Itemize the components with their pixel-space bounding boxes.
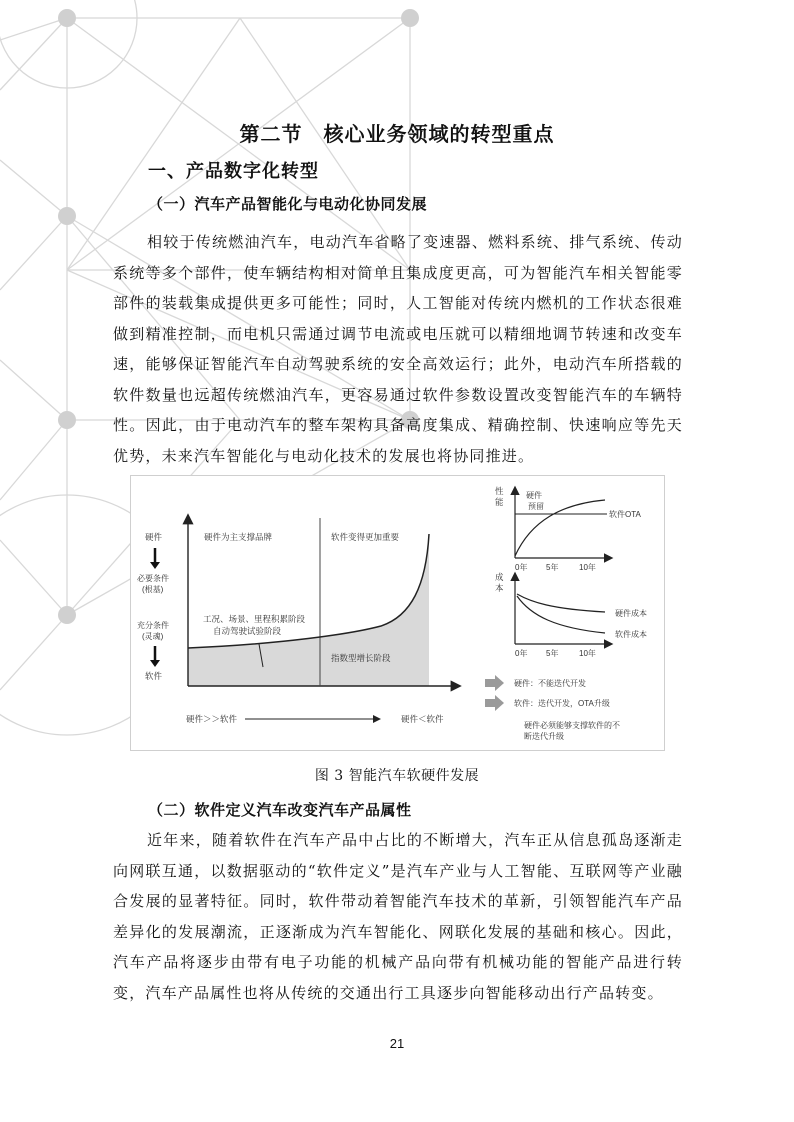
perf-y-label-1: 性 bbox=[495, 486, 504, 496]
perf-tick-0: 0年 bbox=[515, 563, 528, 572]
section-title: 第二节 核心业务领域的转型重点 bbox=[239, 122, 555, 146]
cost-y-label-1: 成 bbox=[495, 572, 504, 582]
shaded-area bbox=[188, 534, 429, 686]
subsubsection-title-1: （一）汽车产品智能化与电动化协同发展 bbox=[148, 195, 428, 213]
paragraph-2-text: 近年来，随着软件在汽车产品中占比的不断增大，汽车正从信息孤岛逐渐走向网联互通，以数据驱动的“软件定义”是汽车产业与人工智能、互联网等产业融合发展的显著特征。同时，软件带动着智能汽车技术的革新，引领智能汽车产品差异化的发展潮流，正逐渐成为汽车智能化、网联化发展的基础和核心。因此，汽车产品将逐步由带有电子功能的机械产品向带有机械功能的智能产品进行转变，汽车产品属性也将从传统的交通出行工具逐步向智能移动出行产品转变。 bbox=[113, 831, 683, 1002]
perf-sw-label: 软件OTA bbox=[609, 510, 641, 519]
cost-sw-curve bbox=[517, 596, 605, 633]
subsubsection-title-2: （二）软件定义汽车改变汽车产品属性 bbox=[148, 801, 412, 819]
axis-top-label: 硬件 bbox=[145, 532, 163, 542]
perf-tick-1: 5年 bbox=[546, 563, 559, 572]
legend-sw-arrow bbox=[485, 695, 504, 711]
figure-diagram bbox=[131, 476, 664, 750]
axis-mid2-sub: (灵魂) bbox=[142, 632, 164, 641]
paragraph-1 bbox=[113, 227, 683, 471]
stage2-label: 指数型增长阶段 bbox=[331, 653, 391, 663]
paragraph-2 bbox=[113, 825, 683, 1008]
cost-hw-label: 硬件成本 bbox=[615, 609, 647, 618]
axis-mid2-label: 充分条件 bbox=[137, 621, 169, 630]
axis-mid1-label: 必要条件 bbox=[137, 574, 169, 583]
region-left-label: 硬件为主支撑品牌 bbox=[204, 532, 273, 542]
legend-hw-arrow bbox=[485, 675, 504, 691]
cost-tick-1: 5年 bbox=[546, 649, 559, 658]
stage1-line1: 工况、场景、里程积累阶段 bbox=[203, 614, 306, 624]
axis-mid1-sub: (根基) bbox=[142, 585, 164, 594]
perf-y-label-2: 能 bbox=[495, 497, 504, 507]
axis-bottom-label: 软件 bbox=[145, 671, 163, 681]
figure-caption: 图 3 智能汽车软硬件发展 bbox=[314, 768, 480, 784]
note-line-1: 硬件必须能够支撑软件的不 bbox=[524, 721, 620, 730]
x-right-label: 硬件＜软件 bbox=[401, 714, 444, 724]
cost-tick-2: 10年 bbox=[579, 649, 596, 658]
note-line-2: 断迭代升级 bbox=[524, 732, 564, 741]
page-number: 21 bbox=[389, 1036, 405, 1051]
stage1-line2: 自动驾驶试验阶段 bbox=[213, 626, 282, 636]
perf-hw-label-2: 预留 bbox=[528, 502, 544, 511]
perf-hw-label-1: 硬件 bbox=[526, 491, 542, 500]
x-left-label: 硬件＞＞软件 bbox=[186, 714, 238, 724]
legend-sw-text: 软件：迭代开发，OTA升级 bbox=[514, 699, 610, 708]
subsection-title: 一、产品数字化转型 bbox=[148, 161, 319, 182]
cost-tick-0: 0年 bbox=[515, 649, 528, 658]
perf-tick-2: 10年 bbox=[579, 563, 596, 572]
region-right-label: 软件变得更加重要 bbox=[331, 532, 400, 542]
legend-hw-text: 硬件：不能迭代开发 bbox=[514, 679, 586, 688]
paragraph-1-text: 相较于传统燃油汽车，电动汽车省略了变速器、燃料系统、排气系统、传动系统等多个部件，使车辆结构相对简单且集成度更高，可为智能汽车相关智能零部件的装载集成提供更多可能性；同时，人工智能对传统内燃机的工作状态很难做到精准控制，而电机只需通过调节电流或电压就可以精细地调节转速和改变车速，能够保证智能汽车自动驾驶系统的安全高效运行；此外，电动汽车所搭载的软件数量也远超传统燃油汽车，更容易通过软件参数设置改变智能汽车的车辆特性。因此，由于电动汽车的整车架构具备高度集成、精确控制、快速响应等先天优势，未来汽车智能化与电动化技术的发展也将协同推进。 bbox=[113, 233, 683, 465]
cost-y-label-2: 本 bbox=[495, 583, 504, 593]
figure-3 bbox=[130, 475, 665, 751]
cost-sw-label: 软件成本 bbox=[615, 630, 647, 639]
